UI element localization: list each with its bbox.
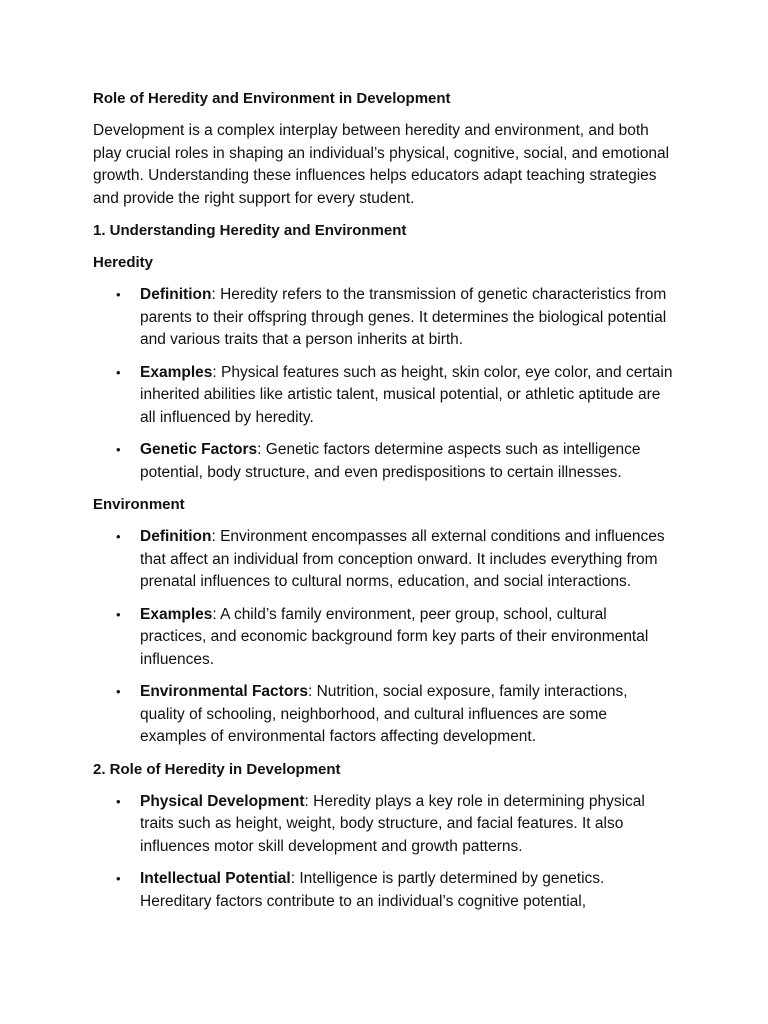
heredity-role-list xyxy=(93,791,676,914)
item-term: Physical Development xyxy=(140,792,305,810)
item-term: Intellectual Potential xyxy=(140,870,291,887)
list-item xyxy=(93,439,676,484)
item-text: : Heredity refers to the transmission of genetic characteristics from parents to their offspring through genes. It determines the biological potential and various traits that a person inherits at birth. xyxy=(140,286,667,348)
item-term: Definition xyxy=(140,528,212,545)
list-item xyxy=(93,604,676,672)
list-item xyxy=(93,868,676,913)
subheading-heredity: Heredity xyxy=(93,254,154,271)
subheading-environment: Environment xyxy=(93,496,185,513)
bullet-icon: • xyxy=(116,364,121,380)
item-term: Environmental Factors xyxy=(140,683,308,700)
heredity-list xyxy=(93,284,676,484)
section-heading-heredity-role: 2. Role of Heredity in Development xyxy=(93,760,341,778)
intro-paragraph: Development is a complex interplay between heredity and environment, and both play crucial roles in shaping an individual’s physical, cognitive, social, and emotional growth. Understanding these influences helps educators adapt teaching strategies and provide the right support for every student. xyxy=(93,122,670,207)
item-text: : Physical features such as height, skin color, eye color, and certain inherited abilities like artistic talent, musical potential, or athletic aptitude are all influenced by heredity. xyxy=(140,363,673,426)
bullet-icon: • xyxy=(116,287,121,302)
item-text: : A child’s family environment, peer group, school, cultural practices, and economic background form key parts of their environmental influences. xyxy=(140,605,649,668)
item-text: : Genetic factors determine aspects such as intelligence potential, body structure, and even predispositions to certain illnesses. xyxy=(140,441,641,481)
bullet-icon: • xyxy=(116,684,121,699)
item-term: Genetic Factors xyxy=(140,441,258,458)
item-text: : Intelligence is partly determined by genetics. Hereditary factors contribute to an individual’s cognitive potential, xyxy=(140,870,605,910)
environment-list xyxy=(93,526,676,749)
document-title: Role of Heredity and Environment in Development xyxy=(93,90,451,107)
item-text: : Environment encompasses all external conditions and influences that affect an individual from conception onward. It includes everything from prenatal influences to cultural norms, education, and social interactions. xyxy=(140,528,665,590)
bullet-icon: • xyxy=(116,442,121,457)
bullet-icon: • xyxy=(116,793,121,809)
section-heading-understanding: 1. Understanding Heredity and Environment xyxy=(93,222,407,239)
item-text: : Heredity plays a key role in determining physical traits such as height, weight, body structure, and facial features. It also influences motor skill development and growth patterns. xyxy=(140,792,645,855)
bullet-icon: • xyxy=(116,606,121,622)
list-item xyxy=(93,362,676,430)
list-item xyxy=(93,284,676,352)
item-term: Examples xyxy=(140,363,213,381)
item-term: Examples xyxy=(140,605,213,623)
list-item xyxy=(93,681,676,749)
bullet-icon: • xyxy=(116,529,121,544)
list-item xyxy=(93,791,676,859)
bullet-icon: • xyxy=(116,871,121,886)
list-item xyxy=(93,526,676,594)
item-text: : Nutrition, social exposure, family interactions, quality of schooling, neighborhood, and cultural influences are some examples of environmental factors affecting development. xyxy=(140,683,628,745)
item-term: Definition xyxy=(140,286,212,303)
